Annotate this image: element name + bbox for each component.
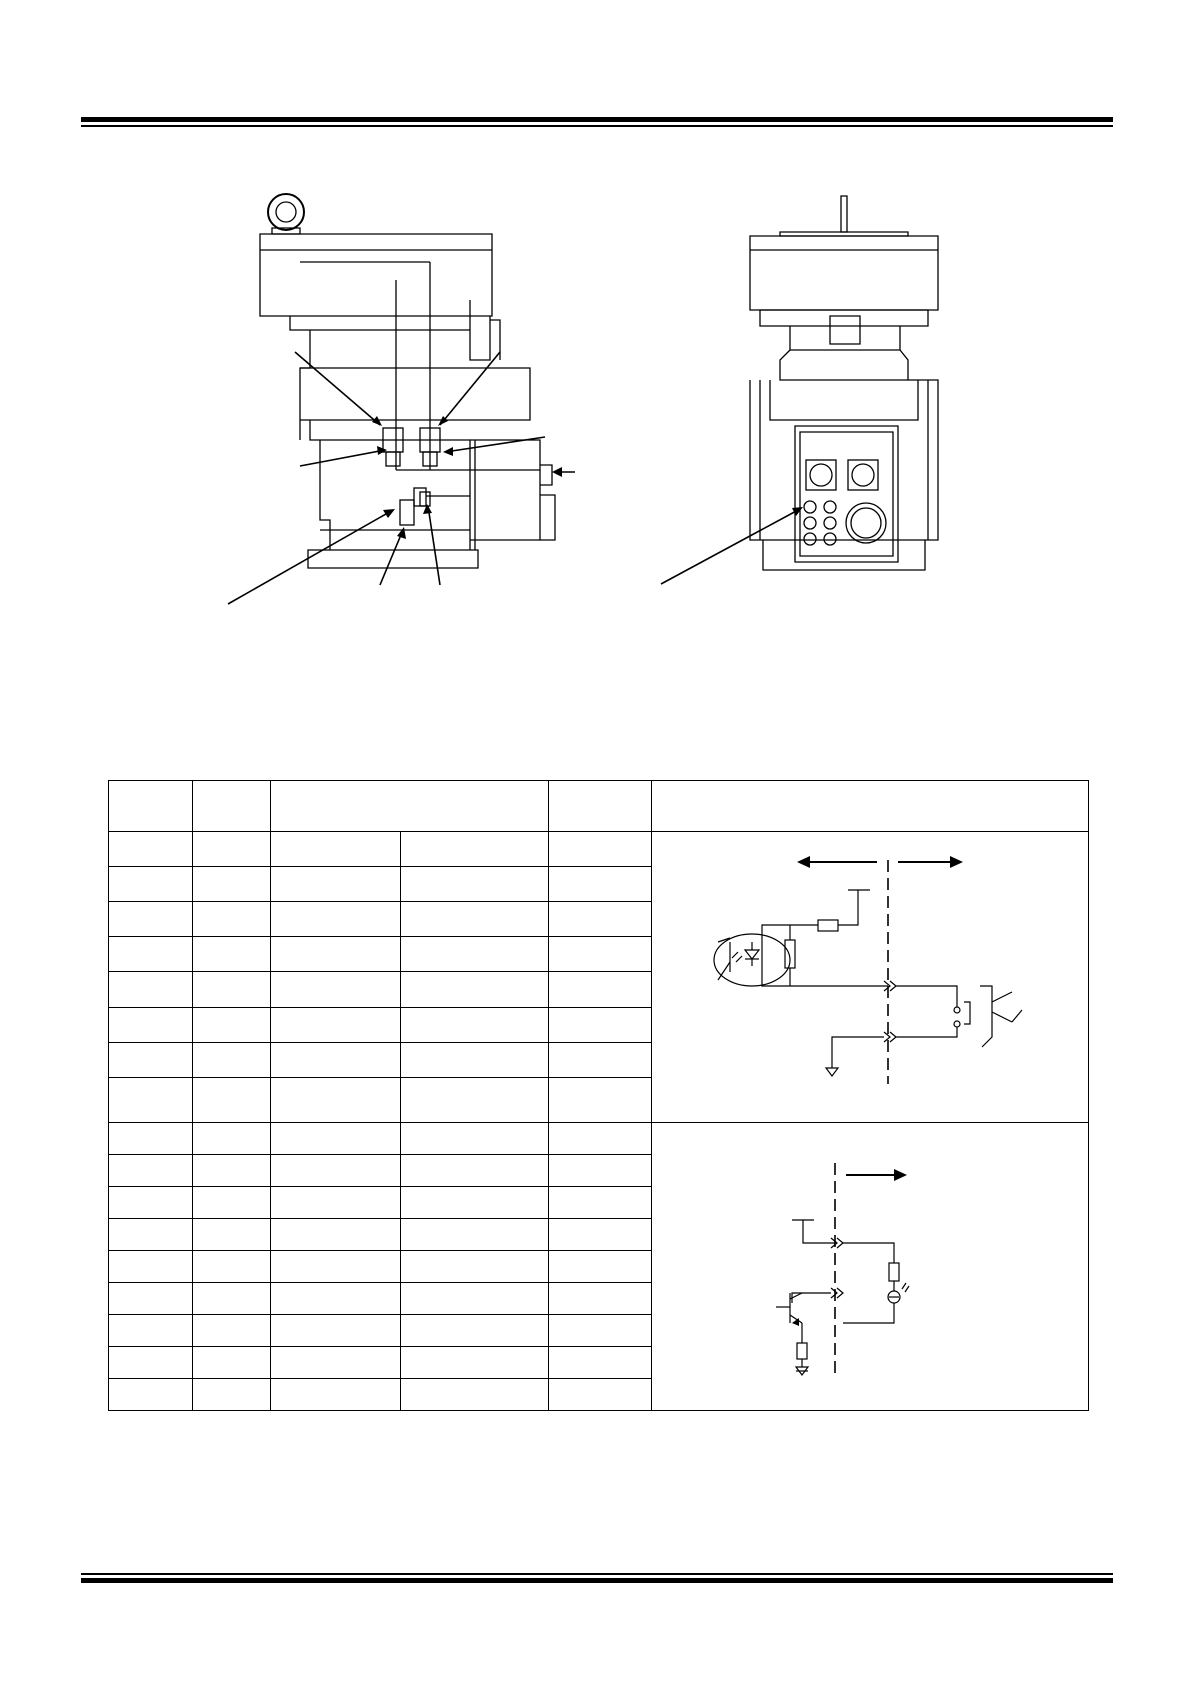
- input-circuit-cell: [652, 832, 1089, 1123]
- table-row: [109, 832, 1089, 867]
- front-view-arrowhead: [792, 507, 803, 516]
- io-pin-table: [108, 780, 1089, 1411]
- table-header-cell-3: [271, 781, 549, 832]
- front-view-drawing: [661, 196, 938, 584]
- output-circuit-cell: [652, 1123, 1089, 1411]
- footer-rule-thick: [81, 1578, 1113, 1583]
- table-header-cell-2: [193, 781, 271, 832]
- robot-drawings: [0, 0, 1191, 640]
- table-header-cell-5: [652, 781, 1089, 832]
- table-header-cell-1: [109, 781, 193, 832]
- output-circuit-diagram: [652, 1125, 1089, 1408]
- footer-rule-thin: [81, 1573, 1113, 1575]
- table-row: [109, 1123, 1089, 1155]
- input-circuit-diagram: [652, 832, 1089, 1122]
- side-view-drawing: [228, 194, 575, 604]
- table-header-cell-4: [549, 781, 652, 832]
